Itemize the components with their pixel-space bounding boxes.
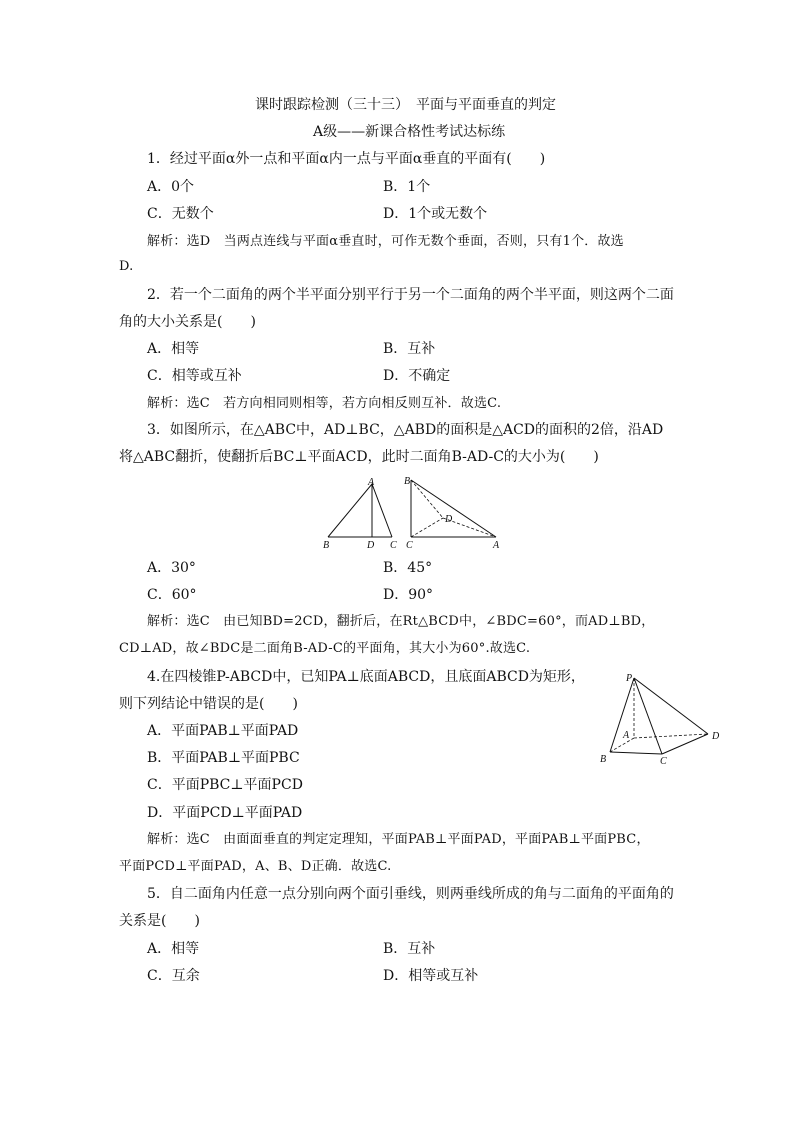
question-4-option-b: B．平面PAB⊥平面PBC xyxy=(147,750,300,766)
question-2-solution: 解析：选C 若方向相同则相等，若方向相反则互补．故选C. xyxy=(147,396,502,411)
question-3-solution-cont: CD⊥AD，故∠BDC是二面角B-AD-C的平面角，其大小为60°.故选C. xyxy=(119,641,531,656)
question-2-option-c: C．相等或互补 xyxy=(147,368,242,384)
question-2-stem: 2．若一个二面角的两个半平面分别平行于另一个二面角的两个半平面，则这两个二面 xyxy=(147,287,674,303)
question-4-solution-cont: 平面PCD⊥平面PAD，A、B、D正确．故选C. xyxy=(119,859,392,874)
question-5-option-a: A．相等 xyxy=(147,941,200,957)
question-3-option-a: A．30° xyxy=(147,560,196,576)
question-5-stem: 5．自二面角内任意一点分别向两个面引垂线，则两垂线所成的角与二面角的平面角的 xyxy=(147,886,674,902)
question-1-solution-cont: D. xyxy=(119,259,134,274)
question-3-option-d: D．90° xyxy=(383,587,434,603)
question-4-solution: 解析：选C 由面面垂直的判定定理知，平面PAB⊥平面PAD，平面PAB⊥平面PBC， xyxy=(147,832,650,847)
question-1-option-a: A．0个 xyxy=(147,179,195,195)
question-5-option-d: D．相等或互补 xyxy=(383,968,479,984)
question-4-option-c: C．平面PBC⊥平面PCD xyxy=(147,777,303,793)
question-5-stem-cont: 关系是( ) xyxy=(119,913,200,929)
question-3-stem: 3．如图所示，在△ABC中，AD⊥BC，△ABD的面积是△ACD的面积的2倍，沿AD xyxy=(147,422,664,438)
question-4-option-d: D．平面PCD⊥平面PAD xyxy=(147,805,303,821)
question-3-option-b: B．45° xyxy=(383,560,433,576)
question-1-option-b: B．1个 xyxy=(383,179,431,195)
triangle-figures xyxy=(318,474,508,550)
question-4-option-a: A．平面PAB⊥平面PAD xyxy=(147,723,299,739)
question-5-option-c: C．互余 xyxy=(147,968,200,984)
question-2-option-d: D．不确定 xyxy=(383,368,451,384)
label-c: C xyxy=(390,540,397,550)
question-1-stem: 1．经过平面α外一点和平面α内一点与平面α垂直的平面有( ) xyxy=(147,151,546,167)
pyramid-figure xyxy=(596,668,730,768)
question-3-option-c: C．60° xyxy=(147,587,197,603)
folded-figure xyxy=(404,476,500,550)
question-1-option-d: D．1个或无数个 xyxy=(383,206,488,222)
label-c: C xyxy=(660,756,667,767)
label-d2: D xyxy=(445,514,453,525)
question-2-stem-cont: 角的大小关系是( ) xyxy=(119,314,256,330)
label-a: A xyxy=(623,730,630,741)
label-b: B xyxy=(323,540,330,550)
label-b2: B xyxy=(404,476,411,487)
label-b: B xyxy=(600,754,607,765)
label-a2: A xyxy=(493,540,500,550)
question-5-option-b: B．互补 xyxy=(383,941,436,957)
triangle-abc-figure xyxy=(323,477,397,550)
label-p: P xyxy=(626,673,633,684)
question-1-solution: 解析：选D 当两点连线与平面α垂直时，可作无数个垂面，否则，只有1个．故选 xyxy=(147,234,624,249)
question-1-option-c: C．无数个 xyxy=(147,206,214,222)
question-3-solution: 解析：选C 由已知BD=2CD，翻折后，在Rt△BCD中，∠BDC=60°，而AD⊥BD， xyxy=(147,614,655,629)
question-4-stem-cont: 则下列结论中错误的是( ) xyxy=(119,696,298,712)
label-d: D xyxy=(367,540,375,550)
section-title: A级——新课合格性考试达标练 xyxy=(313,124,506,140)
question-2-option-a: A．相等 xyxy=(147,341,200,357)
label-a: A xyxy=(368,477,375,488)
question-3-stem-cont: 将△ABC翻折，使翻折后BC⊥平面ACD，此时二面角B-AD-C的大小为( ) xyxy=(119,449,599,465)
question-2-option-b: B．互补 xyxy=(383,341,436,357)
page-title: 课时跟踪检测（三十三） 平面与平面垂直的判定 xyxy=(255,97,556,113)
label-c2: C xyxy=(406,540,413,550)
label-d: D xyxy=(712,731,720,742)
question-4-stem: 4.在四棱锥P-ABCD中，已知PA⊥底面ABCD，且底面ABCD为矩形， xyxy=(147,669,585,685)
